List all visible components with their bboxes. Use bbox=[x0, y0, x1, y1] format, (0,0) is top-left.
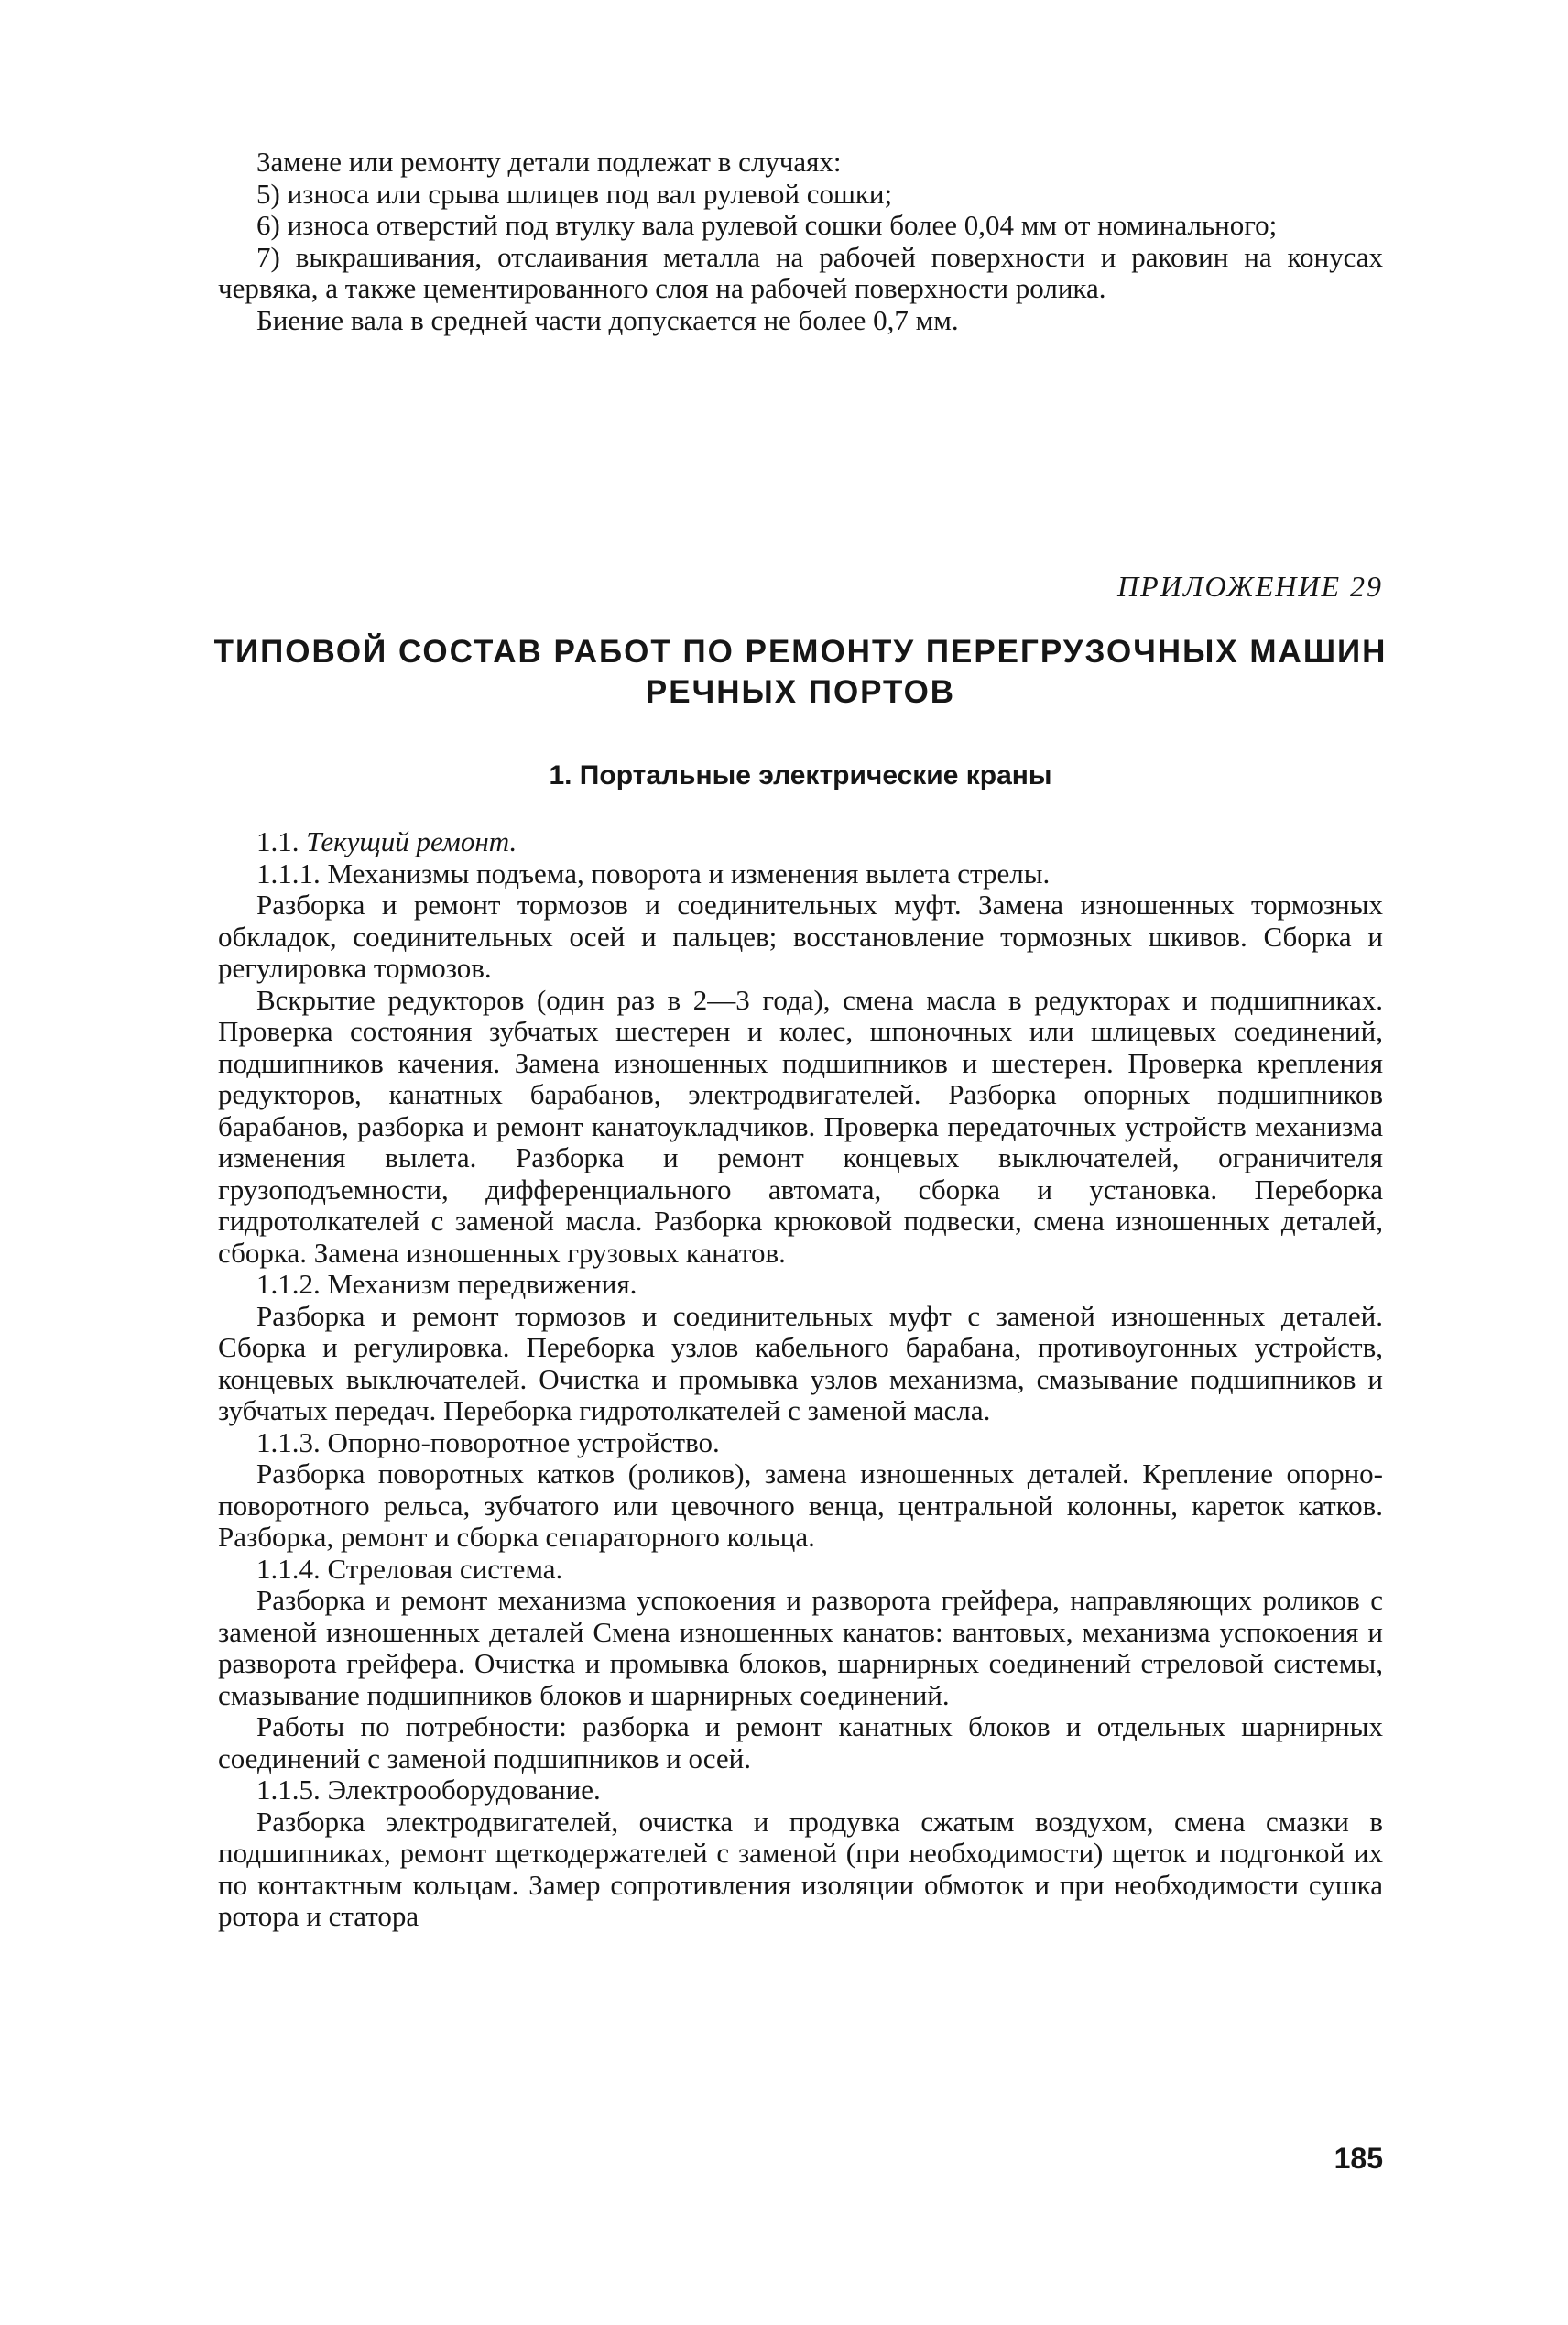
subsection-heading: 1.1.3. Опорно-поворотное устройство. bbox=[256, 1425, 720, 1458]
subsection-number: 1.1. bbox=[256, 825, 299, 857]
subsection-title: Текущий ремонт. bbox=[306, 825, 517, 857]
subsection-heading bbox=[218, 826, 1383, 858]
paragraph: Разборка электродвигателей, очистка и продувка сжатым воздухом, смена смазки в подшипниках, ремонт щеткодержателей с заменой (при необходимости) щеток и подгонкой их по контактным кольцам. Замер сопротивления изоляции обмоток и при необходимости сушка ротора и статора bbox=[218, 1805, 1383, 1932]
subsection-heading: 1.1.5. Электрооборудование. bbox=[256, 1774, 601, 1806]
paragraph: Разборка и ремонт тормозов и соединительных муфт с заменой изношенных деталей. Сборка и регулировка. Переборка узлов кабельного барабана, противоугонных устройств, концевых выключателей. Очистка и промывка узлов механизма, смазывание подшипников и зубчатых передач. Переборка гидротолкателей с заменой масла. bbox=[218, 1299, 1383, 1426]
main-text-block bbox=[218, 826, 1383, 1933]
page-title: ТИПОВОЙ СОСТАВ РАБОТ ПО РЕМОНТУ ПЕРЕГРУЗОЧНЫХ МАШИН РЕЧНЫХ ПОРТОВ bbox=[213, 634, 1388, 710]
appendix-label: ПРИЛОЖЕНИЕ 29 bbox=[1117, 570, 1383, 603]
section-heading: 1. Портальные электрические краны bbox=[549, 760, 1052, 791]
top-text-block bbox=[218, 147, 1383, 336]
page-number: 185 bbox=[1334, 2142, 1383, 2175]
paragraph: Разборка и ремонт механизма успокоения и разворота грейфера, направляющих роликов с заменой изношенных деталей Смена изношенных канатов: вантовых, механизма успокоения и разворота грейфера. Очистка и промывка блоков, шарнирных соединений стреловой системы, смазывание подшипников блоков и шарнирных соединений. bbox=[218, 1584, 1383, 1711]
paragraph: Разборка и ремонт тормозов и соединительных муфт. Замена изношенных тормозных обкладок, соединительных осей и пальцев; восстановление тормозных шкивов. Сборка и регулировка тормозов. bbox=[218, 889, 1383, 984]
paragraph: Биение вала в средней части допускается не более 0,7 мм. bbox=[256, 303, 959, 336]
subsection-heading: 1.1.1. Механизмы подъема, поворота и изменения вылета стрелы. bbox=[256, 857, 1051, 890]
list-item: 6) износа отверстий под втулку вала рулевой сошки более 0,04 мм от номинального; bbox=[256, 209, 1278, 241]
list-item: 5) износа или срыва шлицев под вал рулевой сошки; bbox=[256, 177, 893, 210]
paragraph: Разборка поворотных катков (роликов), замена изношенных деталей. Крепление опорно-поворотного рельса, зубчатого или цевочного венца, центральной колонны, кареток катков. Разборка, ремонт и сборка сепараторного кольца. bbox=[218, 1457, 1383, 1553]
subsection-heading: 1.1.2. Механизм передвижения. bbox=[256, 1268, 637, 1300]
paragraph: Замене или ремонту детали подлежат в случаях: bbox=[256, 146, 842, 178]
list-item: 7) выкрашивания, отслаивания металла на рабочей поверхности и раковин на конусах червяка, а также цементированного слоя на рабочей поверхности ролика. bbox=[218, 240, 1383, 304]
paragraph: Работы по потребности: разборка и ремонт канатных блоков и отдельных шарнирных соединений с заменой подшипников и осей. bbox=[218, 1710, 1383, 1774]
subsection-heading: 1.1.4. Стреловая система. bbox=[256, 1552, 563, 1585]
paragraph: Вскрытие редукторов (один раз в 2—3 года), смена масла в редукторах и подшипниках. Проверка состояния зубчатых шестерен и колес, шпоночных или шлицевых соединений, подшипников качения. Замена изношенных подшипников и шестерен. Проверка крепления редукторов, канатных барабанов, электродвигателей. Разборка опорных подшипников барабанов, разборка и ремонт канатоукладчиков. Проверка передаточных устройств механизма изменения вылета. Разборка и ремонт концевых выключателей, ограничителя грузоподъемности, дифференциального автомата, сборка и установка. Переборка гидротолкателей с заменой масла. Разборка крюковой подвески, смена изношенных деталей, сборка. Замена изношенных грузовых канатов. bbox=[218, 983, 1383, 1269]
